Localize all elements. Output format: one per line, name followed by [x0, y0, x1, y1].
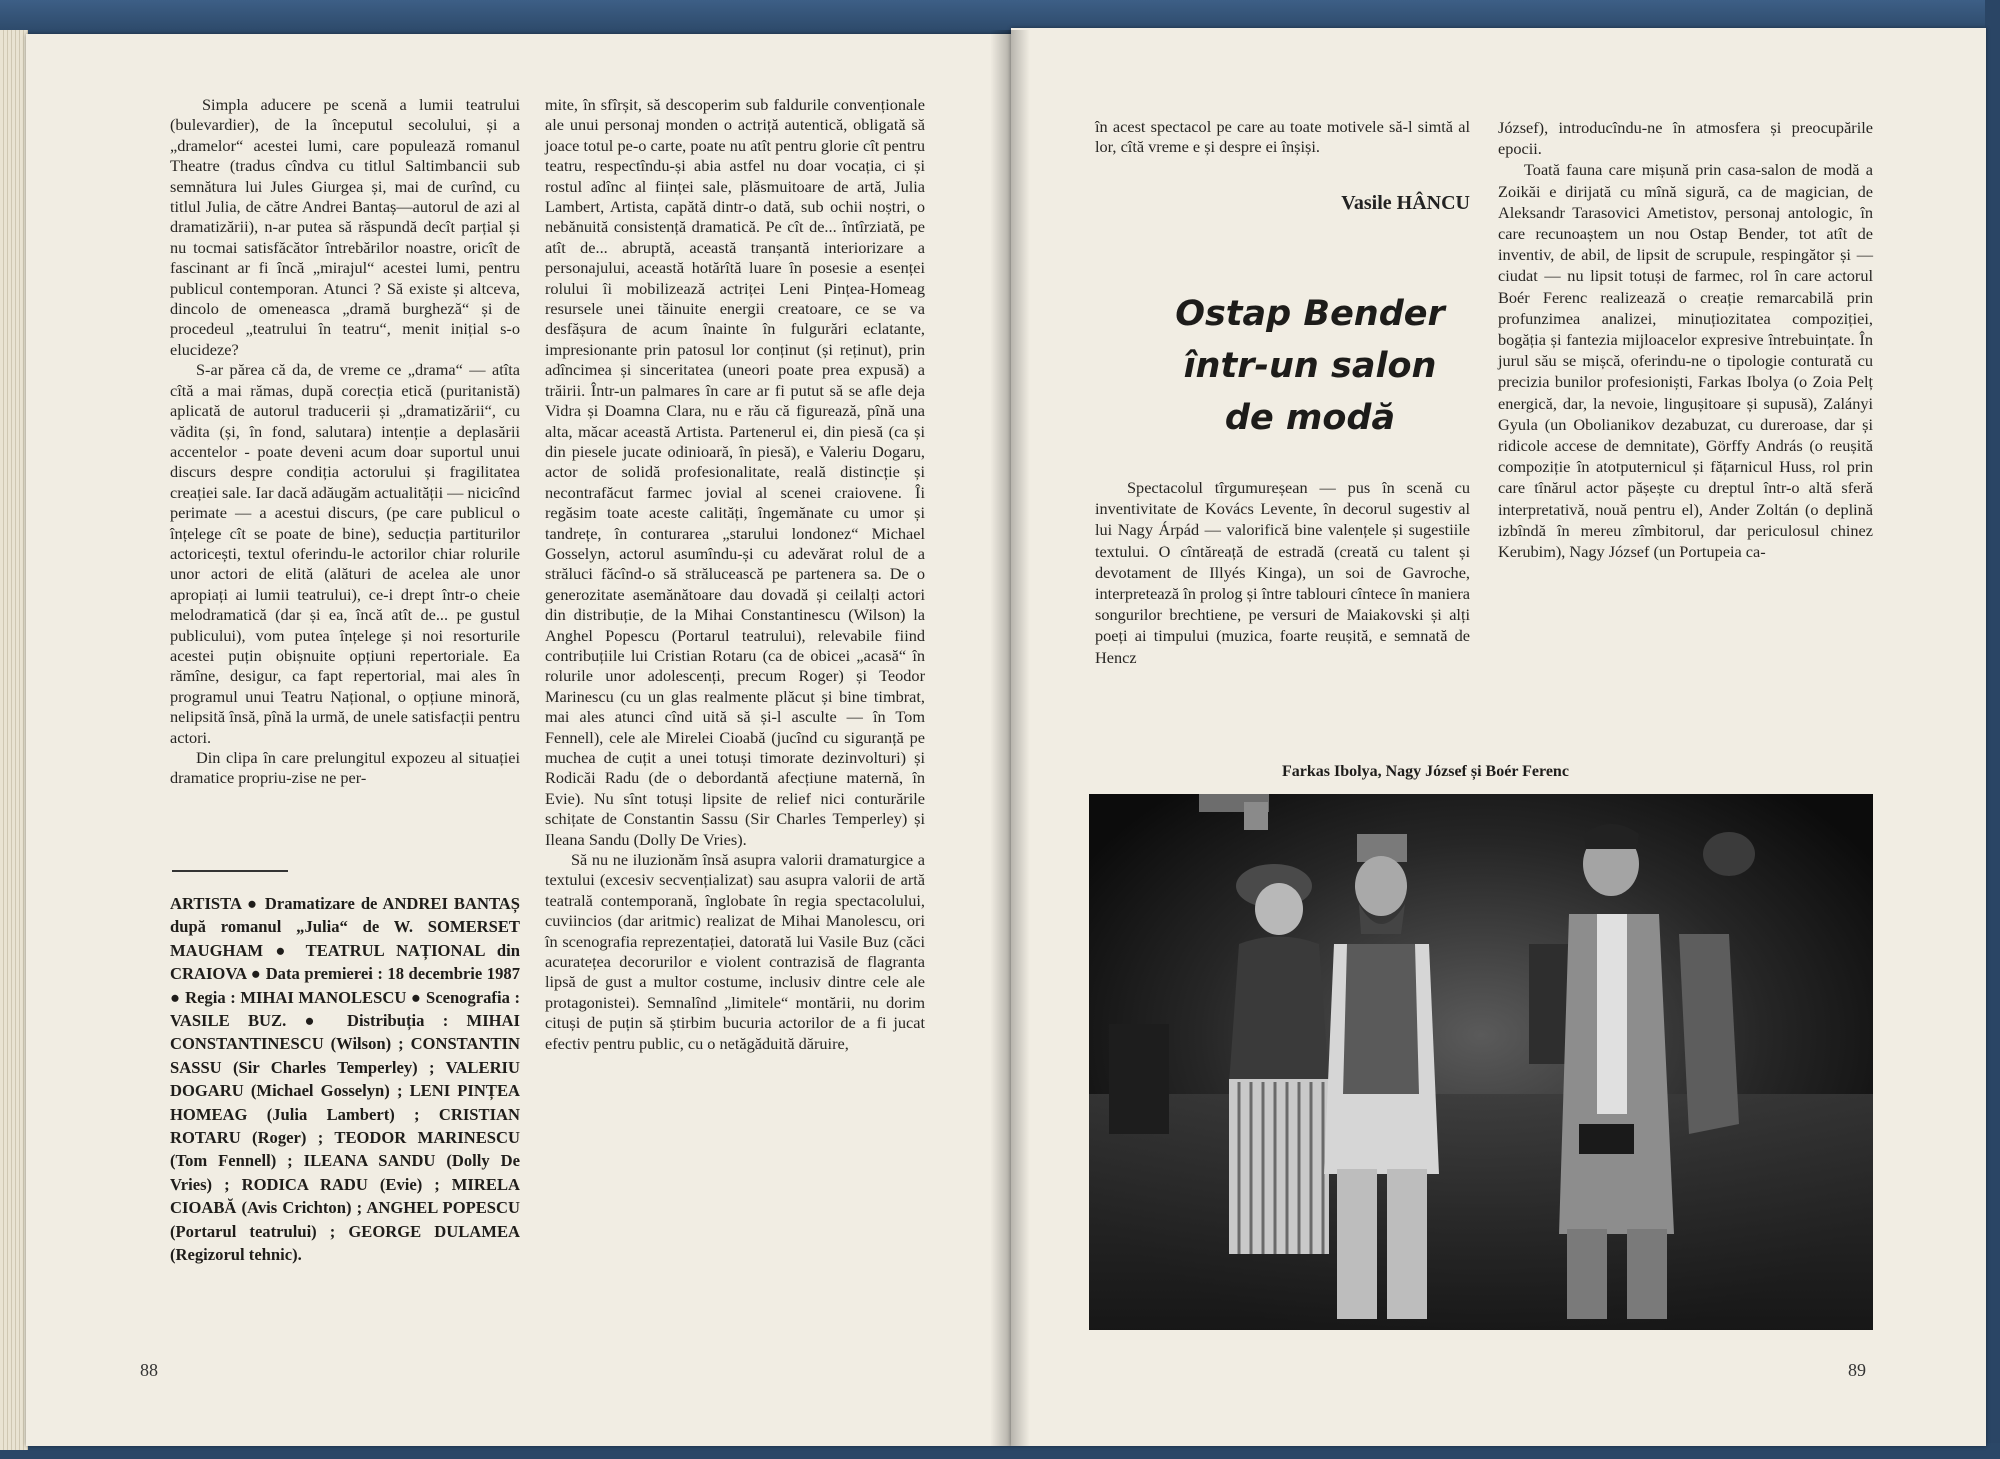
title-line: Ostap Bender	[1175, 294, 1445, 334]
author-signature: Vasile HÂNCU	[1341, 192, 1470, 214]
stage-photograph	[1089, 794, 1873, 1330]
paragraph: József), introducîndu-ne în atmosfera și preocupările epocii.	[1498, 118, 1873, 159]
book-gutter	[990, 30, 1030, 1446]
right-column-2	[1498, 117, 1873, 562]
book-cover-right	[1985, 0, 2000, 1459]
page-number: 89	[1848, 1360, 1866, 1380]
stage-photo-illustration	[1089, 794, 1873, 1330]
paragraph: mite, în sfîrșit, să descoperim sub faldurile convenționale ale unui personaj monden o actriță autentică, obligată să joace totul pe-o carte, poate nu atît pentru glorie cît pentru teatru, respectîndu-și abia astfel nu doar vocația, ci și rostul adînc al ființei sale, plăsmuitoare de artă, Julia Lambert, Artista, capătă dintr-o dată, sub ochii noștri, o nebănuită consistență dramatică. Pe cît de... întîrziată, pe atît de... abruptă, această tranșantă interiorizare a personajului, această hotărîtă luare în posesie a esenței rolului îi mobilizează actriței Leni Pințea-Homeag resursele unei tăinuite energii creatoare, ce se va desfășura de acum înainte în fulgurări eclatante, impresionante prin patosul lor conținut (și reținut), prin adîncimea și sinceritatea (uneori poate prea expusă) a trăirii. Într-un palmares în care ar fi putut să se afle deja Vidra și Doamna Clara, nu e rău că figurează, pînă una alta, măcar această Artista. Partenerul ei, din piesă (ca și din piesele jucate odinioară, în piesă), e Valeriu Dogaru, actor de solidă profesionalitate, reală distincție și necontrafăcut farmec jovial al scenei craiovene. Îi regăsim toate aceste calități, îngemănate cu umor și tandrețe, în conturarea „starului londonez“ Michael Gosselyn, actorul asumîndu-și cu adevărat rolul de a străluci făcînd-o să strălucească pe partenera sa. De o generozitate asemănătoare dau dovadă și ceilalți actori din distribuție, de la Mihai Constantinescu (Wilson) la Anghel Popescu (Portarul teatrului), relevabile fiind contribuțiile lui Cristian Rotaru (ca de obicei „acasă“ în rolurile unor adolescenți, precum Roger) și Teodor Marinescu (cu un glas realmente plăcut și bine timbrat, mai ales atunci cînd uită să și-l asculte — în Tom Fennell), cele ale Mirelei Cioabă (jucînd cu siguranță pe muchea de cuțit a unei totuși timorate dezinvolturi) și Rodicăi Radu (de o debordantă afecțiune maternă, în Evie). Nu sînt totuși lipsite de relief nici conturările schițate de Constantin Sassu (Sir Charles Temperley) și Ileana Sandu (Dolly De Vries).	[545, 95, 925, 849]
page-edges	[0, 30, 28, 1450]
left-column-1	[170, 95, 520, 789]
title-line: de modă	[1224, 398, 1396, 438]
paragraph: S-ar părea că da, de vreme ce „drama“ — atîta cîtă a mai rămas, după corecția etică (puritanistă) aplicată de autorul traducerii și „dramatizării“, cu vădita (și, în fond, salutara) intenție a deplasării accentelor - poate deveni acum doar suportul unui discurs despre condiția actorului și fragilitatea creației sale. Iar dacă adăugăm actualității — nicicînd perimate — a acestui discurs, (pe care publicul o înțelege cît se poate de bine), seducția partiturilor actoricești, textul oferindu-le actorilor chiar rolurile unor actori de elită (alături de acelea ale unor apropiați ai lumii teatrului), ce-i drept într-o cheie melodramatică (dar și ea, încă atît de... pe gustul publicului), vom putea înțelege și noi resorturile acestei puțin obișnuite opțiuni repertoriale. Ea rămîne, desigur, ca fapt repertorial, mai ales în programul unui Teatru Național, o opțiune minoră, nelipsită însă, pînă la urmă, de unele satisfacții pentru actori.	[170, 360, 520, 747]
article-title	[1160, 288, 1460, 444]
production-credits: ARTISTA ● Dramatizare de ANDREI BANTAȘ după romanul „Julia“ de W. SOMERSET MAUGHAM ● TEATRUL NAȚIONAL din CRAIOVA ● Data premierei : 18 decembrie 1987 ● Regia : MIHAI MANOLESCU ● Scenografia : VASILE BUZ. ● Distribuția : MIHAI CONSTANTINESCU (Wilson) ; CONSTANTIN SASSU (Sir Charles Temperley) ; VALERIU DOGARU (Michael Gosselyn) ; LENI PINȚEA HOMEAG (Julia Lambert) ; CRISTIAN ROTARU (Roger) ; TEODOR MARINESCU (Tom Fennell) ; ILEANA SANDU (Dolly De Vries) ; RODICA RADU (Evie) ; MIRELA CIOABĂ (Avis Crichton) ; ANGHEL POPESCU (Portarul teatrului) ; GEORGE DULAMEA (Regizorul tehnic).	[170, 894, 520, 1265]
paragraph: Spectacolul tîrgumureșean — pus în scenă cu inventivitate de Kovács Levente, în decorul sugestiv al lui Nagy Árpád — valorifică bine valențele și sugestiile textului. O cîntăreață de estradă (creată cu talent și devotament de Illyés Kinga), un soi de Gavroche, interpretează în prolog și între tablouri cîntece în maniera songurilor brechtiene, pe versuri de Maiakovski și alți poeți ai timpului (muzica, foarte reușită, e semnată de Hencz	[1095, 478, 1470, 667]
photo-caption: Farkas Ibolya, Nagy József și Boér Ferenc	[1282, 763, 1569, 780]
left-column-2	[545, 95, 925, 1054]
right-column-1-body	[1095, 477, 1470, 668]
paragraph: Să nu ne iluzionăm însă asupra valorii dramaturgice a textului (excesiv secvențializat) sau asupra valorii de artă teatrală contemporană, înglobate în regia spectacolului, cuviincios (dar aritmic) realizat de Mihai Manolescu, ori în scenografia reprezentației, datorată lui Vasile Buz (căci acuratețea decorurilor e violent contrazisă de flagranta lipsă de gust a multor costume, inclusiv dintre cele ale protagonistei). Semnalînd „limitele“ montării, nu dorim cituși de puțin să știrbim bucuria actorilor de a fi jucat efectiv pentru public, cu o netăgăduită dăruire,	[545, 850, 925, 1053]
divider-rule	[172, 870, 288, 872]
right-column-1-top	[1095, 117, 1470, 158]
title-line: într-un salon	[1183, 346, 1437, 386]
page-number: 88	[140, 1360, 158, 1380]
paragraph: Din clipa în care prelungitul expozeu al situației dramatice propriu-zise ne per-	[170, 748, 520, 788]
paragraph: Simpla aducere pe scenă a lumii teatrului (bulevardier), de la începutul secolului, și a „dramelor“ acestei lumi, care populează romanul Theatre (tradus cîndva cu titlul Saltimbancii sub semnătura lui Jules Giurgea și, mai de curînd, cu titlul Julia, de către Andrei Bantaș—autorul de azi al dramatizării), n-ar putea să răspundă decît parțial și nu tocmai satisfăcător întrebărilor noastre, oricît de fascinant ar fi încă „mirajul“ acestei lumi, pentru publicul contemporan. Atunci ? Să existe și altceva, dincolo de omeneasca „dramă burgheză“ și de procedeul „teatrului în teatru“, menit inițial s-o elucideze?	[170, 95, 520, 359]
paragraph: în acest spectacol pe care au toate motivele să-l simtă al lor, cîtă vreme e și despre ei înșiși.	[1095, 117, 1470, 157]
paragraph: Toată fauna care mișună prin casa-salon de modă a Zoikăi e dirijată cu mînă sigură, ca de magician, de Aleksandr Tarasovici Ametistov, personaj antologic, în care recunoaștem un nou Ostap Bender, tot atît de inventiv, de abil, de lipsit de scrupule, respingător și — ciudat — nu lipsit totuși de farmec, rol în care actorul Boér Ferenc realizează o creație remarcabilă prin profunzimea analizei, minuțiozitatea compoziției, bogăția și fantezia mijloacelor expresive întrebuințate. În jurul său se mișcă, oferindu-ne o tipologie conturată cu precizia bunilor profesioniști, Farkas Ibolya (o Zoia Pelț energică, dar, la nevoie, lingușitoare și supusă), Zalányi Gyula (un Obolianikov dezabuzat, cu dureroase, dar și ridicole accese de demnitate), Görffy András (o reușită compoziție în atotputernicul și fățarnicul Huss, rol prin care tînărul actor pășește cu dreptul într-o altă sferă interpretativă, nouă pentru el), Ander Zoltán (o deplină izbîndă în mereu zîmbitorul, dar periculosul chinez Kerubim), Nagy József (un Portupeia ca-	[1498, 160, 1873, 562]
